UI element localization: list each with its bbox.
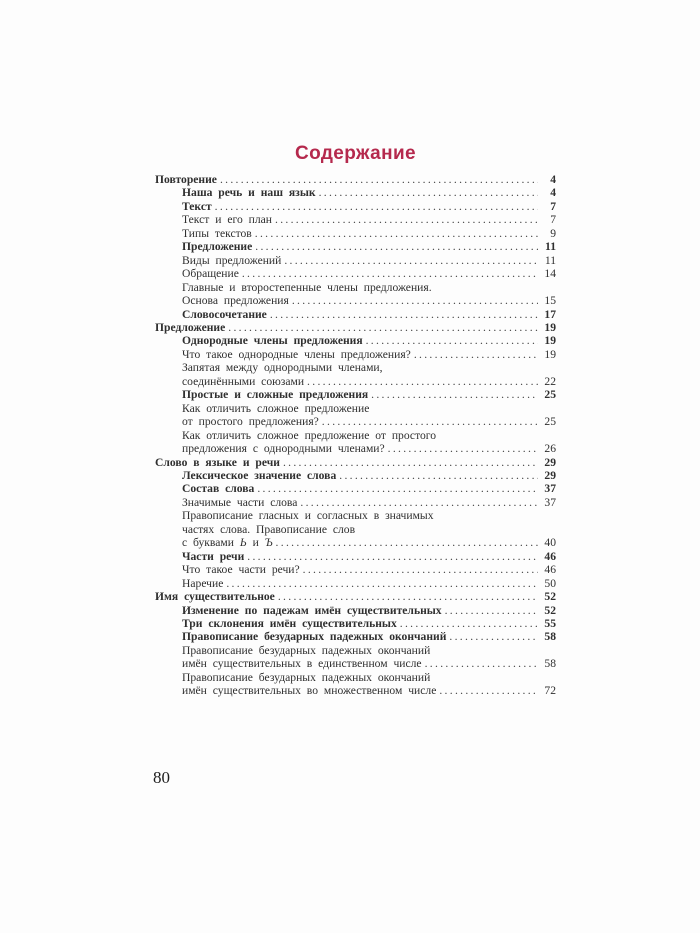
dot-leader: [303, 563, 538, 576]
dot-leader: [322, 415, 538, 428]
toc-entry: [155, 186, 556, 199]
toc-entry-title: Словосочетание: [182, 307, 267, 321]
dot-leader: [283, 456, 538, 469]
toc-page-number: 25: [544, 388, 556, 402]
dot-leader: [339, 469, 538, 482]
dot-leader: [292, 294, 538, 307]
dot-leader: [247, 550, 538, 563]
toc-entry: [155, 442, 556, 455]
toc-entry-title: Состав слова: [182, 482, 255, 496]
toc-entry: [155, 482, 556, 495]
toc-page-number: 72: [544, 684, 556, 698]
toc-entry: [155, 523, 556, 536]
toc-entry-title: имён существительных во множественном числе: [182, 684, 437, 698]
toc-entry-title: Текст: [182, 199, 212, 213]
toc-page-number: 37: [544, 482, 556, 496]
toc-entry-title: Как отличить сложное предложение: [182, 401, 370, 415]
dot-leader: [425, 657, 538, 670]
toc-entry: [155, 334, 556, 347]
toc-entry: [155, 294, 556, 307]
toc-entry-title: Имя существительное: [155, 590, 275, 604]
dot-leader: [257, 482, 538, 495]
toc-page-number: 58: [544, 657, 556, 671]
page-title: Содержание: [294, 143, 417, 164]
toc-entry-title: Типы текстов: [182, 226, 252, 240]
toc-entry: [155, 604, 556, 617]
toc-entry-title: Как отличить сложное предложение от простого: [182, 428, 437, 442]
toc-entry-title: Основа предложения: [182, 294, 289, 308]
toc-entry-title: Правописание безударных падежных окончаний: [182, 643, 431, 657]
folio-page-number: 80: [153, 768, 170, 787]
dot-leader: [439, 684, 538, 697]
dot-leader: [276, 536, 538, 549]
dot-leader: [242, 267, 538, 280]
toc-entry: [155, 563, 556, 576]
toc-page-number: 14: [544, 267, 556, 281]
toc-entry-title: Лексическое значение слова: [182, 468, 337, 482]
toc-entry-title: Три склонения имён существительных: [182, 616, 397, 630]
toc-page-number: 11: [545, 240, 556, 254]
toc-entry: [155, 375, 556, 388]
dot-leader: [319, 186, 538, 199]
book-page: [153, 143, 556, 787]
toc-entry: [155, 348, 556, 361]
toc-entry: [155, 240, 556, 253]
toc-entry-title: Наша речь и наш язык: [182, 186, 316, 200]
toc-entry: [155, 213, 556, 226]
dot-leader: [371, 388, 538, 401]
dot-leader: [388, 442, 538, 455]
toc-entry: [155, 644, 556, 657]
toc-entry-title: Слово в языке и речи: [155, 455, 280, 469]
dot-leader: [215, 200, 538, 213]
toc-page-number: 7: [550, 199, 556, 213]
toc-page-number: 46: [544, 549, 556, 563]
toc-entry-title: Что такое однородные члены предложения?: [182, 347, 411, 361]
toc-entry-title: имён существительных в единственном числе: [182, 657, 422, 671]
toc-entry-title: предложения с однородными членами?: [182, 442, 385, 456]
toc-entry-title: частях слова. Правописание слов: [182, 522, 356, 536]
toc-page-number: 17: [544, 307, 556, 321]
toc-entry-title: Части речи: [182, 549, 245, 563]
toc-page-number: 55: [544, 616, 556, 630]
dot-leader: [449, 630, 538, 643]
dot-leader: [228, 321, 538, 334]
toc-entry: [155, 577, 556, 590]
toc-page-number: 29: [544, 468, 556, 482]
toc-page-number: 9: [550, 226, 556, 240]
toc-entry: [155, 361, 556, 374]
dot-leader: [284, 254, 538, 267]
toc-entry: [155, 550, 556, 563]
dot-leader: [255, 240, 538, 253]
table-of-contents: [155, 173, 556, 698]
toc-entry-title: Обращение: [182, 267, 239, 281]
dot-leader: [270, 308, 538, 321]
toc-entry: [155, 630, 556, 643]
toc-entry: [155, 227, 556, 240]
toc-entry: [155, 254, 556, 267]
toc-entry: [155, 684, 556, 697]
toc-entry: [155, 415, 556, 428]
dot-leader: [366, 334, 538, 347]
toc-page-number: 50: [544, 576, 556, 590]
toc-entry: [155, 536, 556, 549]
dot-leader: [400, 617, 538, 630]
toc-entry-title: Текст и его план: [182, 213, 272, 227]
toc-page-number: 15: [544, 294, 556, 308]
toc-entry-title: Главные и второстепенные члены предложения.: [182, 280, 432, 294]
toc-entry: [155, 456, 556, 469]
toc-entry: [155, 496, 556, 509]
toc-page-number: 4: [550, 173, 556, 186]
toc-entry-title: Правописание гласных и согласных в значимых: [182, 509, 434, 523]
toc-page-number: 37: [544, 495, 556, 509]
toc-page-number: 7: [550, 213, 556, 227]
toc-entry-title: Виды предложений: [182, 253, 282, 267]
toc-page-number: 4: [550, 186, 556, 200]
toc-entry: [155, 200, 556, 213]
toc-entry: [155, 429, 556, 442]
toc-entry-title: от простого предложения?: [182, 415, 319, 429]
toc-entry-title: Предложение: [155, 320, 226, 334]
toc-page-number: 19: [544, 347, 556, 361]
toc-page-number: 29: [544, 455, 556, 469]
toc-entry: [155, 281, 556, 294]
toc-entry: [155, 657, 556, 670]
dot-leader: [255, 227, 538, 240]
toc-entry-title: Наречие: [182, 576, 224, 590]
toc-entry-title: Запятая между однородными членами,: [182, 361, 383, 375]
toc-entry-title: Изменение по падежам имён существительных: [182, 603, 442, 617]
toc-page-number: 19: [544, 320, 556, 334]
dot-leader: [307, 375, 538, 388]
dot-leader: [445, 604, 538, 617]
toc-page-number: 19: [544, 334, 556, 348]
toc-entry-title: Предложение: [182, 240, 253, 254]
dot-leader: [226, 577, 538, 590]
toc-page-number: 40: [544, 536, 556, 550]
toc-page-number: 11: [544, 253, 556, 267]
dot-leader: [220, 173, 538, 186]
toc-entry-title: Повторение: [155, 173, 217, 186]
dot-leader: [275, 213, 538, 226]
toc-entry-title: Значимые части слова: [182, 495, 298, 509]
toc-entry-title: с буквами Ь и Ъ: [182, 536, 273, 550]
dot-leader: [278, 590, 538, 603]
toc-entry-title: соединёнными союзами: [182, 374, 305, 388]
toc-entry: [155, 321, 556, 334]
toc-entry: [155, 308, 556, 321]
toc-entry: [155, 469, 556, 482]
toc-entry-title: Простые и сложные предложения: [182, 388, 369, 402]
toc-page-number: 25: [544, 415, 556, 429]
toc-entry: [155, 509, 556, 522]
toc-page-number: 52: [544, 590, 556, 604]
toc-page-number: 26: [544, 442, 556, 456]
toc-entry: [155, 671, 556, 684]
toc-entry: [155, 402, 556, 415]
toc-page-number: 22: [544, 374, 556, 388]
dot-leader: [414, 348, 538, 361]
toc-entry-title: Однородные члены предложения: [182, 334, 363, 348]
toc-page-number: 58: [544, 630, 556, 644]
toc-entry-title: Правописание безударных падежных окончаний: [182, 630, 447, 644]
toc-page-number: 46: [544, 563, 556, 577]
toc-entry: [155, 267, 556, 280]
toc-entry: [155, 388, 556, 401]
toc-entry-title: Что такое части речи?: [182, 563, 300, 577]
toc-page-number: 52: [544, 603, 556, 617]
toc-entry: [155, 173, 556, 186]
toc-entry-title: Правописание безударных падежных окончаний: [182, 670, 431, 684]
dot-leader: [300, 496, 538, 509]
toc-entry: [155, 617, 556, 630]
toc-entry: [155, 590, 556, 603]
